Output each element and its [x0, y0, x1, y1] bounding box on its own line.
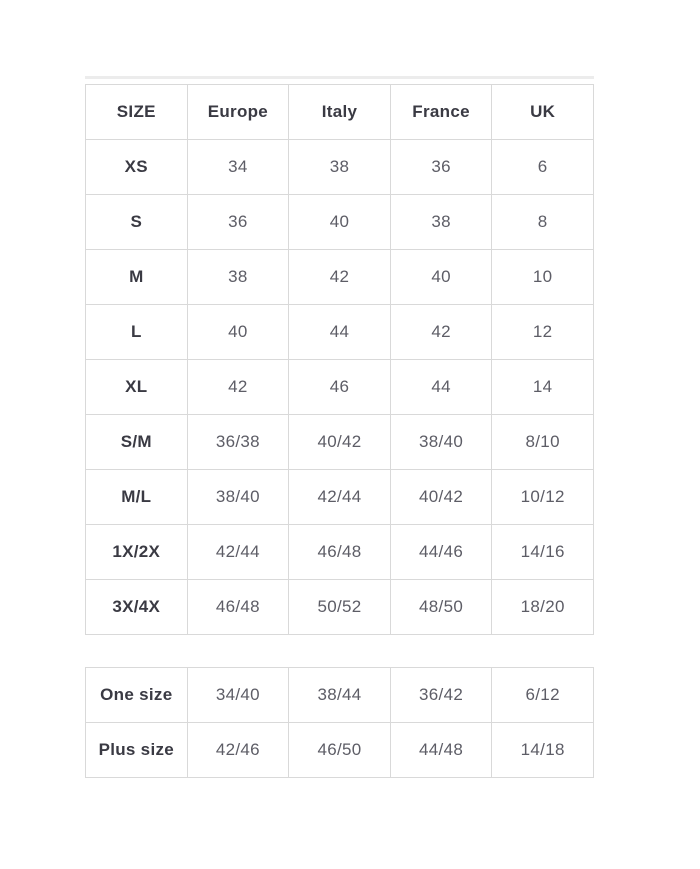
- size-label-cell: Plus size: [86, 723, 188, 778]
- size-conversion-table: [85, 84, 594, 635]
- value-cell: 44: [289, 305, 391, 360]
- column-header-size: SIZE: [86, 85, 188, 140]
- value-cell: 18/20: [492, 580, 594, 635]
- column-header-europe: Europe: [187, 85, 289, 140]
- value-cell: 36/38: [187, 415, 289, 470]
- value-cell: 38: [289, 140, 391, 195]
- value-cell: 42: [390, 305, 492, 360]
- table-row-l: [86, 305, 594, 360]
- size-label-cell: S/M: [86, 415, 188, 470]
- size-label-cell: 1X/2X: [86, 525, 188, 580]
- value-cell: 36: [390, 140, 492, 195]
- size-label-cell: M: [86, 250, 188, 305]
- value-cell: 42/46: [187, 723, 289, 778]
- size-label-cell: XS: [86, 140, 188, 195]
- value-cell: 14/18: [492, 723, 594, 778]
- value-cell: 42: [289, 250, 391, 305]
- value-cell: 46: [289, 360, 391, 415]
- column-header-france: France: [390, 85, 492, 140]
- size-label-cell: S: [86, 195, 188, 250]
- value-cell: 8/10: [492, 415, 594, 470]
- table-row-m: [86, 250, 594, 305]
- value-cell: 40: [289, 195, 391, 250]
- value-cell: 44: [390, 360, 492, 415]
- value-cell: 38/40: [187, 470, 289, 525]
- value-cell: 12: [492, 305, 594, 360]
- value-cell: 38: [390, 195, 492, 250]
- value-cell: 44/46: [390, 525, 492, 580]
- table-row-plus-size: [86, 723, 594, 778]
- size-label-cell: One size: [86, 668, 188, 723]
- value-cell: 38: [187, 250, 289, 305]
- size-label-cell: XL: [86, 360, 188, 415]
- value-cell: 6/12: [492, 668, 594, 723]
- value-cell: 36: [187, 195, 289, 250]
- value-cell: 46/48: [289, 525, 391, 580]
- value-cell: 8: [492, 195, 594, 250]
- value-cell: 50/52: [289, 580, 391, 635]
- value-cell: 38/44: [289, 668, 391, 723]
- value-cell: 40/42: [390, 470, 492, 525]
- value-cell: 42/44: [289, 470, 391, 525]
- value-cell: 34: [187, 140, 289, 195]
- value-cell: 42/44: [187, 525, 289, 580]
- value-cell: 6: [492, 140, 594, 195]
- special-sizes-table: [85, 667, 594, 778]
- value-cell: 14: [492, 360, 594, 415]
- table-row-s: [86, 195, 594, 250]
- size-label-cell: L: [86, 305, 188, 360]
- value-cell: 40: [390, 250, 492, 305]
- table-row-3x4x: [86, 580, 594, 635]
- value-cell: 34/40: [187, 668, 289, 723]
- size-label-cell: 3X/4X: [86, 580, 188, 635]
- value-cell: 44/48: [390, 723, 492, 778]
- table-row-ml: [86, 470, 594, 525]
- table-row-one-size: [86, 668, 594, 723]
- divider-line: [85, 76, 594, 79]
- value-cell: 38/40: [390, 415, 492, 470]
- value-cell: 10: [492, 250, 594, 305]
- value-cell: 48/50: [390, 580, 492, 635]
- value-cell: 10/12: [492, 470, 594, 525]
- header-row: [86, 85, 594, 140]
- value-cell: 46/50: [289, 723, 391, 778]
- column-header-uk: UK: [492, 85, 594, 140]
- column-header-italy: Italy: [289, 85, 391, 140]
- value-cell: 40: [187, 305, 289, 360]
- value-cell: 42: [187, 360, 289, 415]
- value-cell: 40/42: [289, 415, 391, 470]
- value-cell: 14/16: [492, 525, 594, 580]
- table-row-xs: [86, 140, 594, 195]
- size-label-cell: M/L: [86, 470, 188, 525]
- value-cell: 46/48: [187, 580, 289, 635]
- value-cell: 36/42: [390, 668, 492, 723]
- table-row-1x2x: [86, 525, 594, 580]
- table-row-xl: [86, 360, 594, 415]
- table-row-sm: [86, 415, 594, 470]
